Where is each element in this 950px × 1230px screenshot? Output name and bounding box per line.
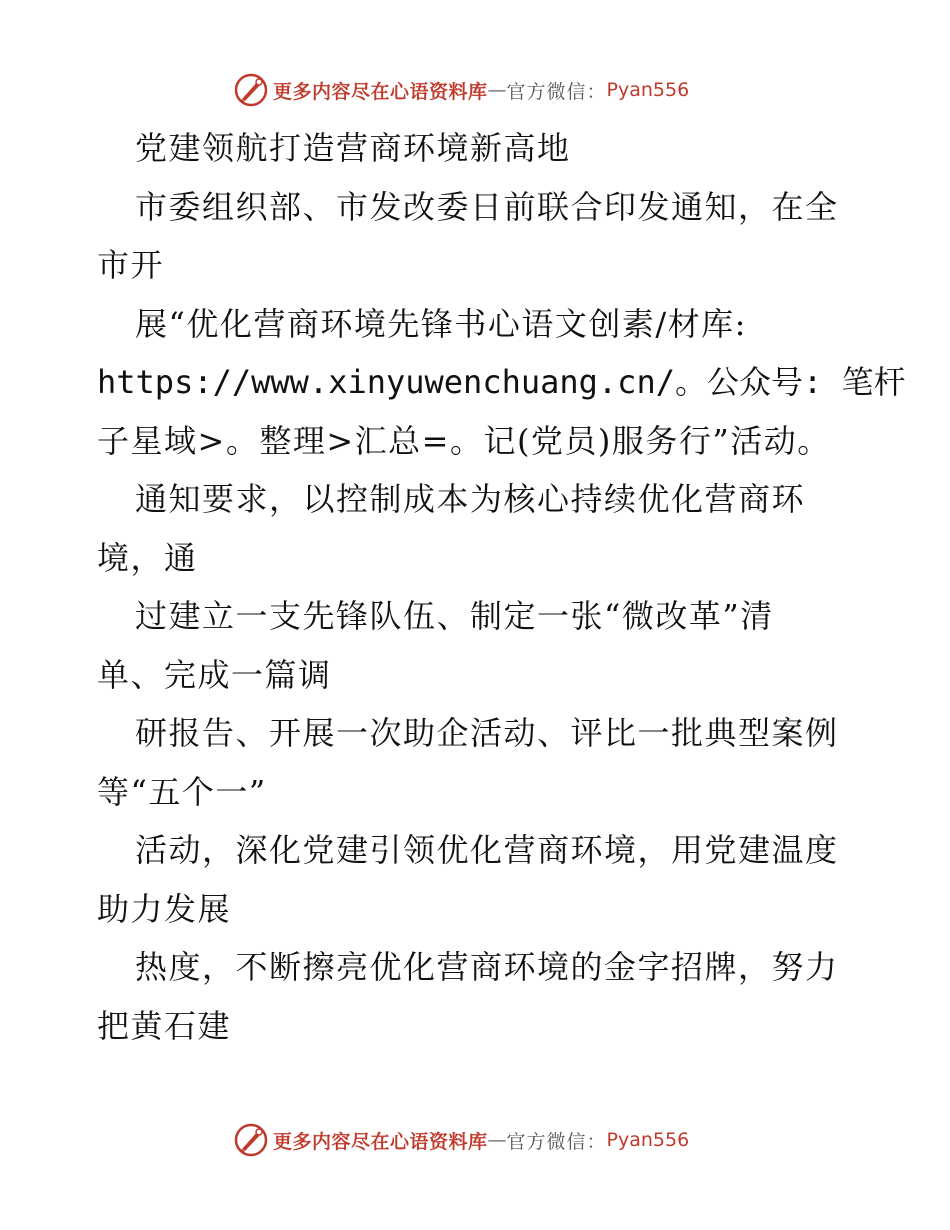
- paragraph-line: 单、完成一篇调: [97, 655, 332, 694]
- paragraph-line: 子星域>。整理>汇总=。记(党员)服务行”活动。: [97, 421, 831, 460]
- watermark-dash: —: [487, 79, 507, 101]
- watermark-id: Pyan556: [606, 79, 690, 101]
- footer-watermark: [233, 1120, 689, 1160]
- paragraph-line: 通知要求，以控制成本为核心持续优化营商环: [135, 480, 806, 518]
- watermark-label: 官方微信：: [506, 80, 607, 103]
- watermark-id: Pyan556: [606, 1129, 690, 1151]
- watermark-text: 更多内容尽在心语资料库: [273, 1130, 488, 1153]
- document-title: 党建领航打造营商环境新高地: [135, 129, 571, 167]
- quill-pen-logo-icon: [233, 72, 269, 108]
- paragraph-line: 境，通: [97, 538, 198, 577]
- paragraph-line: https://www.xinyuwenchuang.cn/。公众号: 笔杆: [97, 363, 906, 401]
- watermark-text: 更多内容尽在心语资料库: [273, 80, 488, 103]
- paragraph-line: 热度，不断擦亮优化营商环境的金字招牌，努力: [135, 948, 839, 986]
- paragraph-line: 助力发展: [97, 889, 232, 928]
- document-body: [97, 119, 906, 1055]
- paragraph-line: 市委组织部、市发改委日前联合印发通知，在全: [135, 187, 839, 226]
- paragraph-line: 过建立一支先锋队伍、制定一张“微改革”清: [135, 597, 774, 635]
- paragraph-line: 研报告、开展一次助企活动、评比一批典型案例: [135, 714, 839, 752]
- watermark-label: 官方微信：: [506, 1130, 607, 1153]
- paragraph-line: 活动，深化党建引领优化营商环境，用党建温度: [135, 831, 839, 869]
- watermark-dash: —: [487, 1129, 507, 1151]
- paragraph-line: 展“优化营商环境先锋书心语文创素/材库:: [135, 304, 747, 343]
- quill-pen-logo-icon: [233, 1122, 269, 1158]
- paragraph-line: 把黄石建: [97, 1006, 232, 1045]
- paragraph-line: 等“五个一”: [97, 772, 267, 811]
- paragraph-line: 市开: [97, 246, 165, 284]
- header-watermark: [233, 70, 689, 110]
